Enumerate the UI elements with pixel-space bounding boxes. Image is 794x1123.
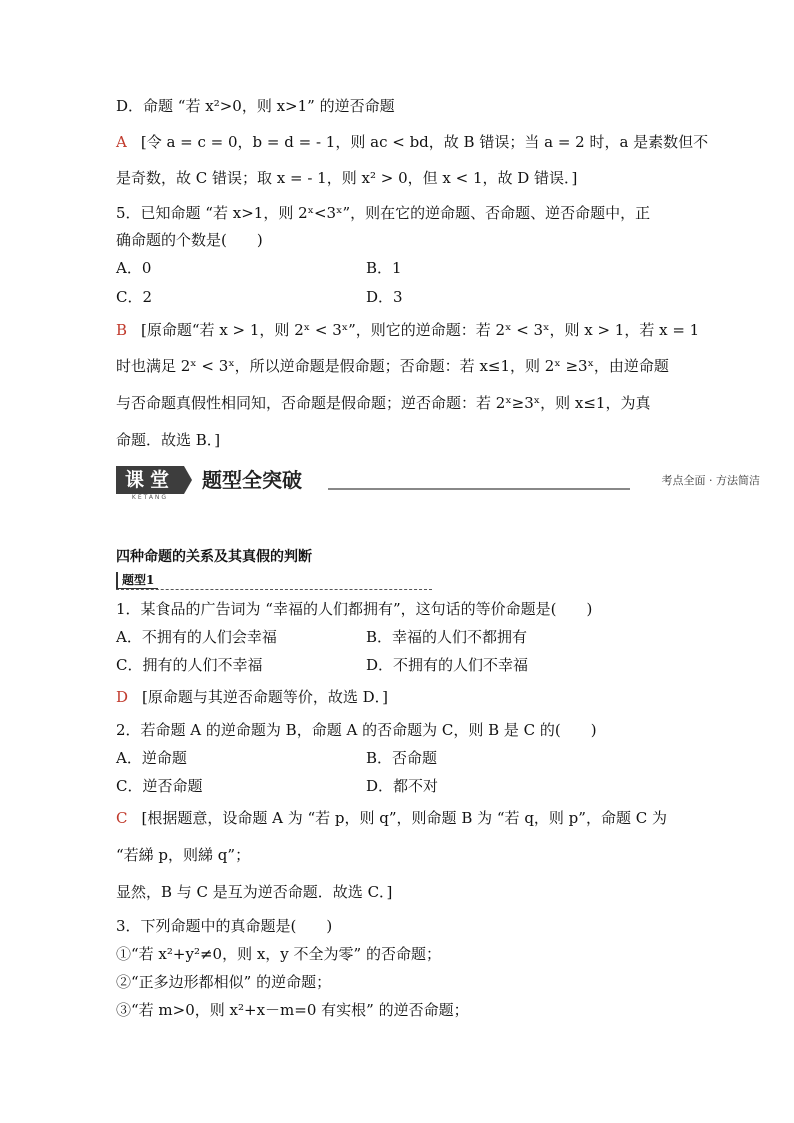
dashed-divider [116,589,432,590]
q1-option-c: C．拥有的人们不幸福 [116,656,263,674]
q2-explanation-2: “若綈 p，则綈 q”； [116,846,251,864]
q5-option-c: C．2 [116,288,153,306]
q2-answer-line [116,808,667,828]
q5-answer-line [116,320,699,340]
question-5-stem-cont: 确命题的个数是( ) [116,231,263,249]
q5-explanation-4: 命题．故选 B．] [116,431,221,449]
option-d-line: D．命题 “若 x²>0，则 x>1” 的逆否命题 [116,97,395,115]
banner-title: 题型全突破 [202,468,302,492]
question-1-stem: 1．某食品的广告词为 “幸福的人们都拥有”，这句话的等价命题是( ) [116,600,593,618]
q2-option-d: D．都不对 [366,777,439,795]
answer-letter: A [116,133,127,151]
q3-item-2: ②“正多边形都相似” 的逆命题； [116,973,332,991]
q2-option-b: B．否命题 [366,749,438,767]
question-5-stem: 5．已知命题 “若 x>1，则 2ˣ<3ˣ”，则在它的逆命题、否命题、逆否命题中，正 [116,204,651,222]
q2-answer-letter: C [116,809,128,827]
q2-explanation-3: 显然，B 与 C 是互为逆否命题．故选 C．] [116,883,393,901]
q2-option-c: C．逆否命题 [116,777,203,795]
question-2-stem: 2．若命题 A 的逆命题为 B，命题 A 的否命题为 C，则 B 是 C 的( ) [116,721,597,739]
answer-explanation-cont: 是奇数，故 C 错误；取 x = - 1，则 x² > 0，但 x < 1，故 D 错误．] [116,169,578,187]
banner-badge: 课堂 [116,466,184,494]
q5-explanation-2: 时也满足 2ˣ < 3ˣ，所以逆命题是假命题；否命题：若 x≤1，则 2ˣ ≥3ˣ，由逆命题 [116,357,669,375]
q1-answer-letter: D [116,688,129,706]
q5-option-a: A．0 [116,259,152,277]
q5-explanation: [原命题“若 x > 1，则 2ˣ < 3ˣ”，则它的逆命题：若 2ˣ < 3ˣ，则 x > 1，若 x = 1 [141,321,700,339]
banner-triangle-icon [184,466,192,494]
q5-answer-letter: B [116,321,128,339]
q5-option-b: B．1 [366,259,402,277]
q1-option-d: D．不拥有的人们不幸福 [366,656,529,674]
banner-divider [328,488,630,490]
answer-line [116,132,708,152]
q3-item-1: ①“若 x²+y²≠0，则 x，y 不全为零” 的否命题； [116,945,441,963]
answer-explanation: [令 a = c = 0，b = d = - 1，则 ac < bd，故 B 错误；当 a = 2 时，a 是素数但不 [140,133,709,151]
q1-explanation: [原命题与其逆否命题等价，故选 D．] [142,688,389,706]
q2-explanation: [根据题意，设命题 A 为 “若 p，则 q”，则命题 B 为 “若 q，则 p”，命题 C 为 [141,809,667,827]
q1-option-a: A．不拥有的人们会幸福 [116,628,277,646]
section-banner [116,466,760,506]
section-title: 四种命题的关系及其真假的判断 [116,549,312,565]
question-3-stem: 3．下列命题中的真命题是( ) [116,917,333,935]
q2-option-a: A．逆命题 [116,749,187,767]
q1-option-b: B．幸福的人们不都拥有 [366,628,528,646]
type-tag: 题型1 [116,572,158,589]
banner-tagline: 考点全面 · 方法简洁 [661,474,760,487]
q1-answer-line [116,687,388,707]
q5-option-d: D．3 [366,288,403,306]
q3-item-3: ③“若 m>0，则 x²+x－m=0 有实根” 的逆否命题； [116,1001,469,1019]
banner-badge-sub: KETANG [131,494,169,501]
q5-explanation-3: 与否命题真假性相同知，否命题是假命题；逆否命题：若 2ˣ≥3ˣ，则 x≤1，为真 [116,394,651,412]
